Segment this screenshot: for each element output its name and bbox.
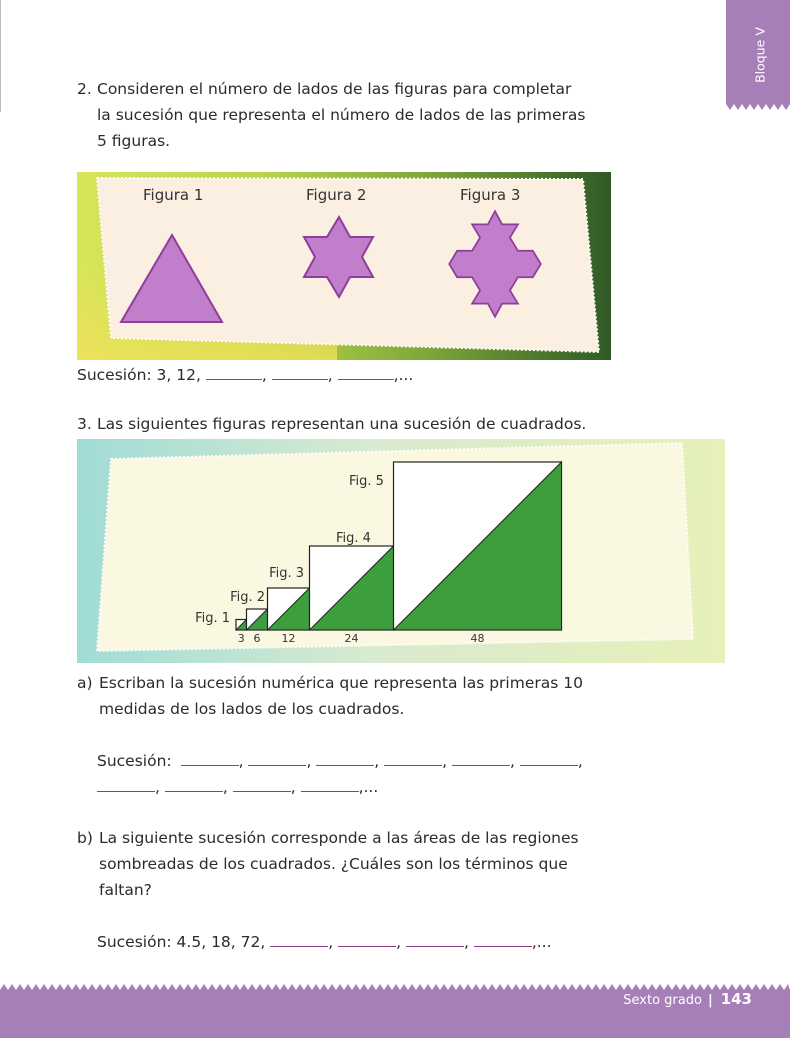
sequence-suffix: ,... [358, 778, 379, 796]
answer-blank[interactable] [270, 930, 328, 947]
bloque-label-text: Bloque V [752, 27, 768, 83]
sequence-suffix: ,... [393, 366, 414, 384]
square-label: Fig. 1 [195, 611, 230, 626]
square-side-length: 48 [470, 632, 485, 645]
grade-label: Sexto grado [623, 993, 702, 1008]
part-a-sequence-row-2: , , , ,... [97, 774, 378, 800]
answer-blank[interactable] [301, 775, 359, 792]
tab-zigzag-edge [726, 100, 790, 114]
answer-blank[interactable] [474, 930, 532, 947]
answer-blank[interactable] [272, 363, 328, 380]
answer-blank[interactable] [338, 930, 396, 947]
answer-blank[interactable] [165, 775, 223, 792]
part-a-line-1: Escriban la sucesión numérica que representa las primeras 10 [99, 674, 583, 692]
bloque-label [732, 12, 788, 98]
exercise-2-sequence: Sucesión: 3, 12, , , ,... [77, 362, 413, 388]
part-a-line-2: medidas de los lados de los cuadrados. [99, 700, 405, 718]
part-a-sequence-row-1: Sucesión: , , , , , , [97, 748, 583, 774]
exercise-3-number: 3. [77, 415, 92, 433]
footer [623, 990, 752, 1008]
answer-blank[interactable] [206, 363, 262, 380]
exercise-2-line-3: 5 figuras. [97, 132, 171, 150]
page-number: 143 [720, 990, 752, 1008]
figure-3-caption: Figura 3 [460, 186, 521, 204]
page-left-rule [0, 0, 1, 112]
exercise-3-line-1: Las siguientes figuras representan una sucesión de cuadrados. [97, 415, 587, 433]
square-label: Fig. 2 [230, 590, 265, 605]
square-label: Fig. 4 [336, 531, 371, 546]
sequence-prefix: Sucesión: 3, 12, [77, 366, 201, 384]
square-side-length: 12 [281, 632, 296, 645]
answer-blank[interactable] [520, 749, 578, 766]
part-b-line-1: La siguiente sucesión corresponde a las áreas de las regiones [99, 829, 579, 847]
answer-blank[interactable] [406, 930, 464, 947]
footer-separator: | [707, 993, 713, 1008]
answer-blank[interactable] [316, 749, 374, 766]
answer-blank[interactable] [248, 749, 306, 766]
part-b-line-3: faltan? [99, 881, 152, 899]
square-side-length: 3 [237, 632, 245, 645]
square-label: Fig. 3 [269, 566, 304, 581]
answer-blank[interactable] [384, 749, 442, 766]
answer-blank[interactable] [233, 775, 291, 792]
squares-panel [77, 439, 725, 663]
answer-blank[interactable] [181, 749, 239, 766]
square-side-length: 6 [253, 632, 261, 645]
figure-1-caption: Figura 1 [143, 186, 204, 204]
answer-blank[interactable] [338, 363, 394, 380]
part-b-letter: b) [77, 829, 93, 847]
square-label: Fig. 5 [349, 474, 384, 489]
exercise-2-line-2: la sucesión que representa el número de lados de las primeras [97, 106, 586, 124]
answer-blank[interactable] [97, 775, 155, 792]
part-b-line-2: sombreadas de los cuadrados. ¿Cuáles son los términos que [99, 855, 568, 873]
sequence-prefix: Sucesión: 4.5, 18, 72, [97, 933, 266, 951]
exercise-2-number: 2. [77, 80, 92, 98]
figure-2-caption: Figura 2 [306, 186, 367, 204]
square-side-length: 24 [344, 632, 359, 645]
sequence-prefix: Sucesión: [97, 752, 172, 770]
answer-blank[interactable] [452, 749, 510, 766]
part-a-letter: a) [77, 674, 93, 692]
part-b-sequence: Sucesión: 4.5, 18, 72, , , , ,... [97, 929, 552, 955]
bloque-tab [726, 0, 790, 104]
exercise-2-line-1: Consideren el número de lados de las figuras para completar [97, 80, 572, 98]
square-fig-4 [310, 531, 394, 645]
sequence-suffix: ,... [531, 933, 552, 951]
